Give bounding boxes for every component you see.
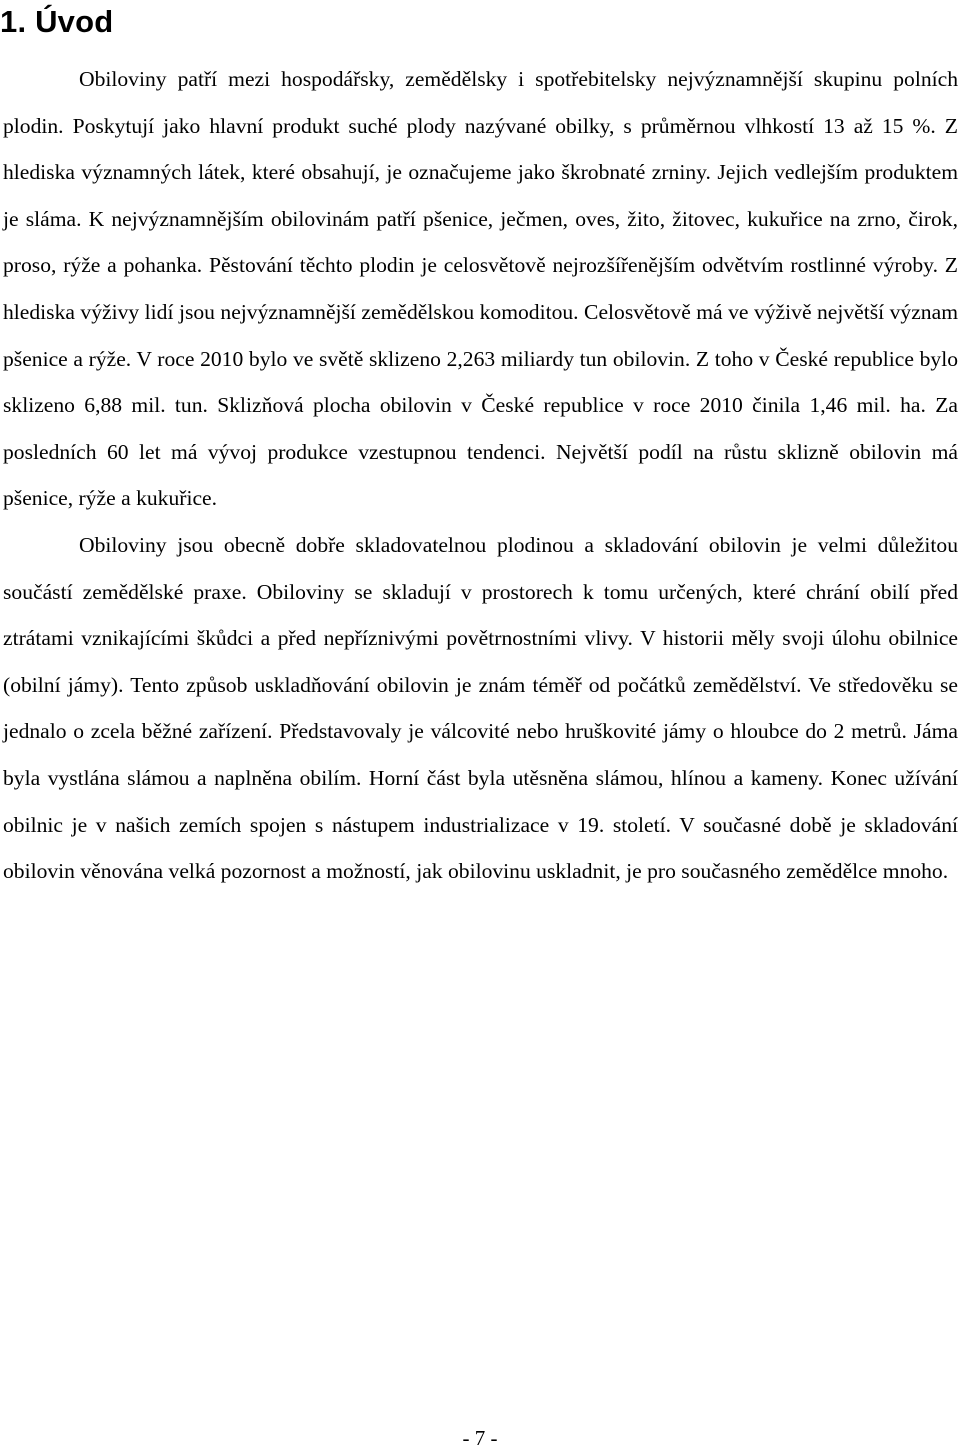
section-heading: 1. Úvod [0,4,114,39]
paragraph-cereals-overview: Obiloviny patří mezi hospodářsky, zemědělsky i spotřebitelsky nejvýznamnější skupinu polních plodin. Poskytují jako hlavní produkt suché plody nazývané obilky, s průměrnou vlhkostí 13 až 15 %. Z hlediska významných látek, které obsahují, je označujeme jako škrobnaté zrniny. Jejich vedlejším produktem je sláma. K nejvýznamnějším obilovinám patří pšenice, ječmen, oves, žito, žitovec, kukuřice na zrno, čirok, proso, rýže a pohanka. Pěstování těchto plodin je celosvětově nejrozšířenějším odvětvím rostlinné výroby. Z hlediska výživy lidí jsou nejvýznamnější zemědělskou komoditou. Celosvětově má ve výživě největší význam pšenice a rýže. V roce 2010 bylo ve světě sklizeno 2,263 miliardy tun obilovin. Z toho v České republice bylo sklizeno 6,88 mil. tun. Sklizňová plocha obilovin v České republice v roce 2010 činila 1,46 mil. ha. Za posledních 60 let má vývoj produkce vzestupnou tendenci. Největší podíl na růstu sklizně obilovin má pšenice, rýže a kukuřice. [3,67,958,511]
paragraph-cereals-storage: Obiloviny jsou obecně dobře skladovatelnou plodinou a skladování obilovin je velmi důležitou součástí zemědělské praxe. Obiloviny se skladují v prostorech k tomu určených, které chrání obilí před ztrátami vznikajícími škůdci a před nepříznivými povětrnostními vlivy. V historii měly svoji úlohu obilnice (obilní jámy). Tento způsob uskladňování obilovin je znám téměř od počátků zemědělství. Ve středověku se jednalo o zcela běžné zařízení. Představovaly je válcovité nebo hruškovité jámy o hloubce do 2 metrů. Jáma byla vystlána slámou a naplněna obilím. Horní část byla utěsněna slámou, hlínou a kameny. Konec užívání obilnic je v našich zemích spojen s nástupem industrializace v 19. století. V současné době je skladování obilovin věnována velká pozornost a možností, jak obilovinu uskladnit, je pro současného zemědělce mnoho. [3,532,958,884]
page-number: - 7 - [462,1426,498,1450]
section-body [3,56,958,895]
